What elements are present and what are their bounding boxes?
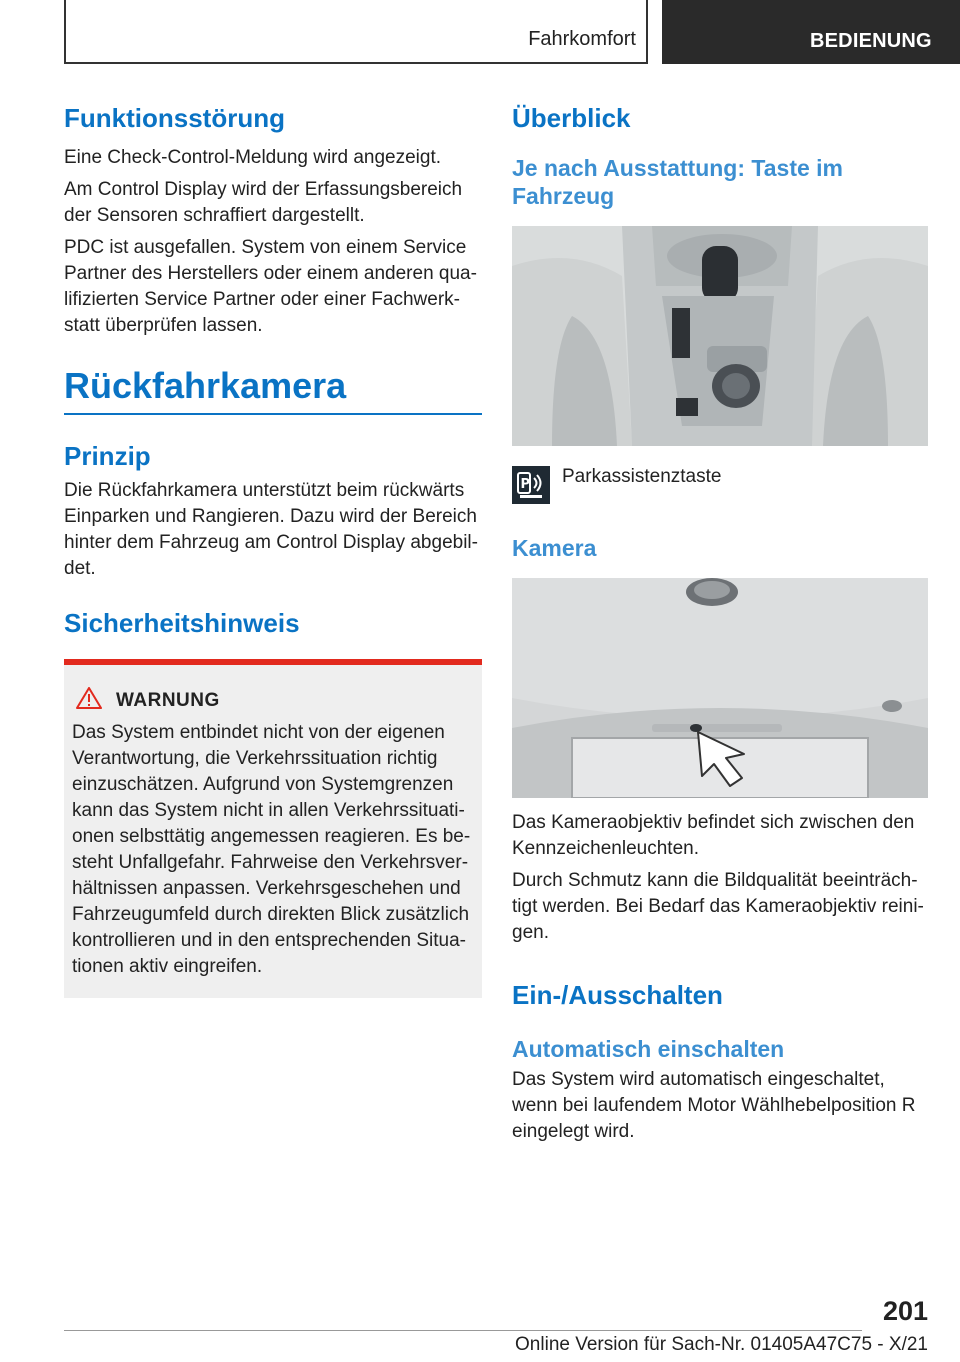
camera-paragraph-2: Durch Schmutz kann die Bildqualität beeinträchtigt werden. Bei Bedarf das Kameraobjektiv reinigen. (512, 870, 924, 943)
auto-text: Das System wird automatisch eingeschaltet, wenn bei laufendem Motor Wählhebelposition R eingelegt wird. (512, 1069, 916, 1142)
principle-text: Die Rückfahrkamera unterstützt beim rückwärts Einparken und Rangieren. Dazu wird der Bereich hinter dem Fahrzeug am Control Display abgebildet. (64, 480, 478, 579)
warning-title: WARNUNG (116, 689, 220, 711)
onoff-heading: Ein-/Ausschalten (512, 980, 723, 1010)
warning-header (76, 687, 474, 714)
svg-text:P: P (520, 477, 531, 492)
header-section-title: Fahrkomfort (528, 28, 636, 50)
principle-heading: Prinzip (64, 441, 151, 471)
park-assist-button-icon (512, 466, 550, 504)
camera-section-heading: Rückfahrkamera (64, 365, 347, 406)
footer-online-version: Online Version für Sach-Nr. 01405A47C75 - X/21 (515, 1334, 928, 1355)
warning-box (64, 659, 482, 998)
auto-heading: Automatisch einschalten (512, 1036, 785, 1062)
fault-paragraph-1: Eine Check-Control-Meldung wird angezeigt. (64, 147, 442, 168)
camera-heading: Kamera (512, 535, 597, 561)
button-caption-row (512, 466, 928, 504)
footer-divider (64, 1330, 862, 1331)
button-heading: Je nach Ausstattung: Taste im Fahrzeug (512, 155, 844, 209)
safety-heading: Sicherheitshinweis (64, 608, 300, 638)
fault-heading: Funktionsstörung (64, 103, 285, 133)
page-number: 201 (882, 1296, 928, 1326)
camera-heading-block (64, 365, 482, 415)
header-chapter-tab: BEDIENUNG (662, 0, 960, 64)
console-image (512, 226, 928, 446)
camera-image (512, 578, 928, 798)
fault-paragraph-3: PDC ist ausgefallen. System von einem Service Partner des Herstellers oder einem anderen qualifizierten Service Partner oder einer Fachwerkstatt überprüfen lassen. (64, 237, 477, 336)
right-column (512, 100, 928, 1145)
fault-paragraph-2: Am Control Display wird der Erfassungsbereich der Sensoren schraffiert dargestellt. (64, 179, 463, 226)
warning-triangle-icon (76, 687, 102, 714)
warning-text: Das System entbindet nicht von der eigenen Verantwortung, die Verkehrssituation richtig einzuschätzen. Aufgrund von Systemgrenzen kann das System nicht in allen Verkehrssituationen selbsttätig angemessen reagieren. Es besteht Unfallgefahr. Fahrweise den Verkehrsverhältnissen anpassen. Verkehrsgeschehen und Fahrzeugumfeld durch direkten Blick zusätzlich kontrollieren und in den entsprechenden Situationen aktiv eingreifen. (72, 722, 471, 977)
button-caption: Parkassistenztaste (562, 466, 722, 487)
overview-heading: Überblick (512, 103, 631, 133)
left-column (64, 100, 482, 998)
camera-paragraph-1: Das Kameraobjektiv befindet sich zwischen den Kennzeichenleuchten. (512, 812, 915, 859)
